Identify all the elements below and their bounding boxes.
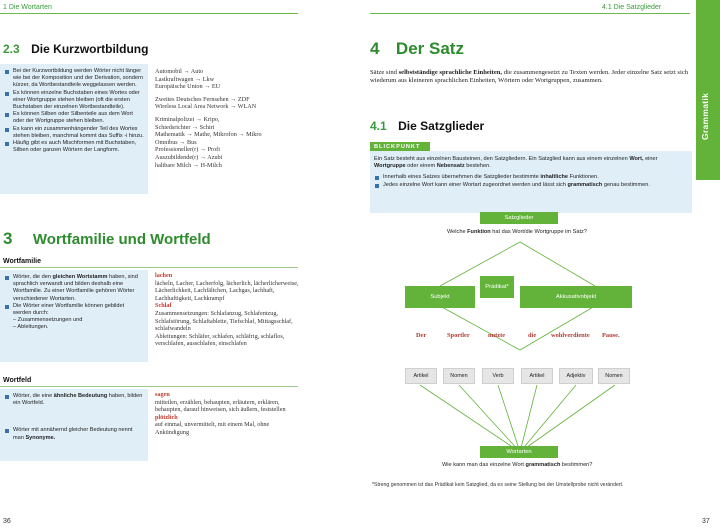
example-line: haltbare Milch → H-Milch: [155, 161, 222, 169]
kurzwort-examples: [155, 68, 300, 169]
left-page-number: 36: [3, 518, 11, 525]
wortfeld-examples: [155, 391, 300, 437]
left-header-rule: [0, 13, 298, 14]
example-line: Mathematik → Mathe, Mikrofon → Mikro: [155, 131, 262, 139]
example-line: Zweites Deutsches Fernsehen → ZDF: [155, 95, 250, 103]
example-line: [155, 333, 300, 348]
list-item: [4, 303, 144, 317]
sentence-word: wohlverdiente: [551, 332, 590, 339]
text: oder einem: [405, 163, 437, 170]
text: Wörter, die den: [13, 274, 53, 280]
example-keyword: sagen: [155, 391, 170, 398]
example-label: Ableitungen:: [155, 332, 189, 340]
text: Innerhalb eines Satzes übernehmen die Satzglieder bestimmte: [383, 174, 541, 181]
text: bestehen.: [464, 163, 491, 170]
section-2-3-heading: [3, 40, 148, 58]
subjekt-box: Subjekt: [405, 286, 475, 308]
list-item: [4, 274, 144, 303]
example-line: Automobil → Auto: [155, 68, 204, 75]
wortfamilie-bullets: [4, 274, 144, 317]
section-4-heading: [370, 39, 464, 59]
text: Wie kann man das einzelne Wort: [442, 462, 526, 468]
sentence-word: Sportler: [447, 332, 470, 339]
wortart-artikel: Artikel: [521, 368, 553, 384]
wortfeld-rule: [0, 386, 298, 387]
grammatik-side-tab: [696, 0, 720, 180]
text: Sätze sind: [370, 69, 399, 76]
text: Schlafanzug, Schlafentzug, Schlafstörung, Schlaftablette, Tiefschlaf, Mittagsschlaf, schlafwandeln: [155, 309, 293, 333]
footnote: *Streng genommen ist das Prädikat kein Satzglied, da es seine Stellung bei der Umstellprobe nicht verändert.: [372, 482, 624, 488]
example-line: Kriminalpolizei → Kripo,: [155, 115, 220, 123]
wortart-artikel: Artikel: [405, 368, 437, 384]
left-page-header: 1 Die Wortarten: [3, 4, 52, 11]
wortarten-box: Wortarten: [480, 446, 558, 458]
list-item: Es kann ein zusammenhängender Teil des Wortes stehen bleiben, manchmal kommt das Suffix -i hinzu.: [4, 126, 144, 140]
section-4-intro: [370, 69, 692, 85]
list-item: Es können einzelne Buchstaben eines Wortes oder einer Wortgruppe stehen bleiben (oft die ersten Buchstaben der einzelnen Wortbestandteile).: [4, 90, 144, 112]
example-line: Europäische Union → EU: [155, 83, 221, 91]
bold-text: selbstständige sprachliche Einheiten,: [398, 69, 503, 76]
akkusativobjekt-box: Akkusativobjekt: [520, 286, 632, 308]
section-4-1-heading: [370, 117, 484, 135]
sub-item: – Ableitungen.: [13, 324, 49, 331]
diagram-question-1: [447, 229, 587, 236]
wortart-adjektiv: Adjektiv: [559, 368, 593, 384]
text: Ein Satz besteht aus einzelnen Bausteinen, den Satzgliedern. Ein Satzglied kann aus einem einzelnen: [374, 156, 630, 162]
example-line: Professioneller(r) → Profi: [155, 146, 220, 154]
text: Schläfer, schlafen, schläfrig, schlaflos, verschlafen, ausschlafen, einschlafen: [155, 332, 285, 348]
example-line: Omnibus → Bus: [155, 138, 197, 146]
bold-text: Funktion: [467, 229, 491, 235]
example-keyword: lachen: [155, 272, 173, 279]
text: haben, sind sprachlich verwandt und bilden deshalb eine Wortfamilie. Zu einer Wortfamilie gehören Wörter verschiedener Wortarten.: [13, 274, 138, 302]
list-item: Häufig gibt es auch Mischformen mit Buchstaben, Silben oder ganzen Wörtern der Langform.: [4, 140, 144, 154]
text: die zusammengesetzt zu Texten werden. Jeder einzelne Satz setzt sich wiederum aus kleineren sprachlichen Einheiten, Wörtern oder Wortgruppen, zusammen.: [370, 69, 689, 85]
bold-text: Wort,: [629, 156, 644, 162]
kurzwort-panel: [0, 64, 148, 194]
sentence-word: Pause.: [602, 332, 620, 339]
bold-text: Wortgruppe: [374, 163, 406, 170]
section-number: 3: [3, 229, 13, 248]
list-item: Es können Silben oder Silbenteile aus dem Wort oder der Wortgruppe stehen bleiben.: [4, 111, 144, 125]
list-item: [4, 427, 144, 441]
wortfeld-panel: [0, 389, 148, 461]
section-title: Wortfamilie und Wortfeld: [32, 231, 211, 248]
wortfamilie-heading: Wortfamilie: [3, 258, 41, 265]
right-page-header: 4.1 Die Satzglieder: [602, 4, 662, 11]
example-label: Zusammensetzungen:: [155, 309, 211, 317]
wortfeld-heading: Wortfeld: [3, 377, 32, 384]
text: einer: [643, 156, 658, 162]
sentence-word: nutzte: [488, 332, 506, 339]
example-line: Wireless Local Area Network → WLAN: [155, 103, 257, 111]
bold-text: Nebensatz: [436, 163, 465, 170]
bold-text: gleichen Wortstamm: [52, 274, 108, 280]
text: Jedes einzelne Wort kann einer Wortart zugeordnet werden und lässt sich: [383, 181, 568, 188]
example-keyword: plötzlich: [155, 413, 178, 421]
section-3-heading: [3, 229, 211, 249]
example-line: auf einmal, unvermittelt, mit einem Mal, ohne Ankündigung: [155, 421, 270, 436]
example-line: lächeln, Lacher, Lacherfolg, lächerlich, lächerlicherweise, Lächerlichkeit, Lachfältchen, Lachgas, lachhaft, Lachhaftigkeit, Lachkrampf: [155, 279, 299, 302]
praedikat-box: Prädikat*: [480, 276, 514, 298]
list-item: Bei der Kurzwortbildung werden Wörter nicht länger wie bei der Komposition und der Derivation, sondern kürzer, da Wortbestandteile weggelassen werden.: [4, 68, 144, 90]
list-item: [374, 182, 688, 189]
section-number: 2.3: [3, 42, 20, 56]
side-tab-label: Grammatik: [700, 92, 710, 140]
text: Die Wörter einer Wortfamilie können gebildet werden durch:: [13, 302, 125, 317]
text: Wörter, die eine: [13, 393, 54, 399]
sentence-word: Der: [416, 332, 427, 339]
blickpunkt-text: [374, 156, 688, 170]
section-number: 4.1: [370, 119, 387, 133]
wortart-nomen: Nomen: [598, 368, 630, 384]
wortfeld-bullets: [4, 393, 144, 442]
example-line: Schiedsrichter → Schiri: [155, 123, 215, 131]
bold-text: ähnliche Bedeutung: [53, 393, 108, 399]
bold-text: grammatisch: [567, 181, 603, 188]
kurzwort-bullets: [4, 68, 144, 154]
bold-text: grammatisch: [525, 462, 561, 468]
wortfamilie-rule: [0, 267, 298, 268]
example-line: [155, 310, 300, 333]
text: bestimmen?: [560, 462, 593, 468]
list-item: [374, 174, 688, 181]
example-line: mitteilen, erzählen, behaupten, erläutern, erklären, behaupten, darauf hinweisen, sich äußern, feststellen: [155, 398, 286, 414]
text: Wörter mit annähernd gleicher Bedeutung nennt man: [13, 427, 133, 441]
text: hat das Wort/die Wortgruppe im Satz?: [490, 229, 587, 235]
text: Funktionen.: [568, 174, 599, 181]
section-title: Die Satzglieder: [398, 119, 485, 133]
example-keyword: Schlaf: [155, 302, 172, 310]
list-item: [4, 393, 144, 407]
text: haben, bilden ein Wortfeld.: [13, 393, 143, 407]
satzglieder-box: Satzglieder: [480, 212, 558, 224]
example-line: Lastkraftwagen → Lkw: [155, 75, 215, 83]
blickpunkt-label: BLICKPUNKT: [370, 142, 430, 151]
right-page-number: 37: [702, 518, 710, 525]
sub-item: – Zusammensetzungen und: [13, 317, 83, 324]
text: Welche: [447, 229, 468, 235]
right-header-rule: [370, 13, 690, 14]
section-number: 4: [370, 39, 380, 58]
blickpunkt-bullets: [374, 174, 688, 188]
wortfamilie-panel: [0, 270, 148, 362]
wortart-verb: Verb: [482, 368, 514, 384]
sentence-word: die: [528, 332, 537, 339]
example-line: Auszubildende(r) → Azubi: [155, 153, 223, 161]
bold-text: Synonyme.: [25, 434, 56, 441]
section-title: Die Kurzwortbildung: [31, 42, 149, 56]
bold-text: inhaltliche: [540, 174, 569, 181]
wortart-nomen: Nomen: [443, 368, 475, 384]
section-title: Der Satz: [395, 39, 464, 58]
diagram-question-2: [442, 462, 592, 469]
wortfamilie-examples: [155, 272, 300, 348]
text: genau bestimmen.: [602, 181, 650, 188]
